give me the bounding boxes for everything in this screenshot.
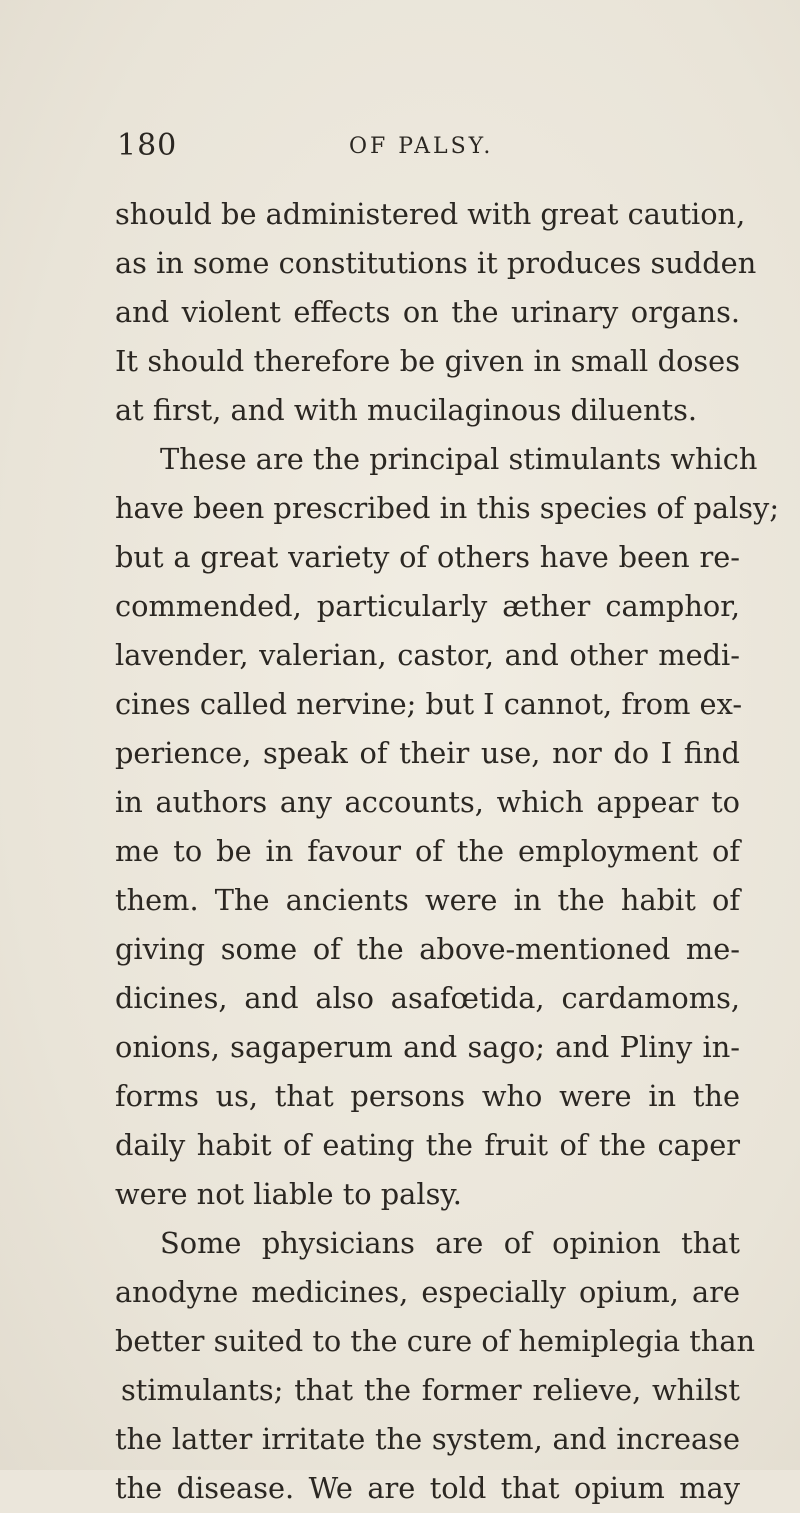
text-line: forms us, that persons who were in the (115, 1079, 740, 1113)
text-line: daily habit of eating the fruit of the caper (115, 1128, 740, 1162)
page-header (117, 128, 737, 172)
running-head: OF PALSY. (349, 134, 494, 159)
text-line: as in some constitutions it produces sudden (115, 246, 757, 280)
text-line: commended, particularly æther camphor, (115, 589, 740, 623)
text-line: at first, and with mucilaginous diluents. (115, 393, 698, 427)
text-line: were not liable to palsy. (115, 1177, 462, 1211)
text-line: onions, sagaperum and sago; and Pliny in- (115, 1030, 740, 1064)
text-line: lavender, valerian, castor, and other medi- (115, 638, 740, 672)
text-line: the disease. We are told that opium may (115, 1471, 740, 1505)
text-line: It should therefore be given in small doses (115, 344, 740, 378)
text-line: should be administered with great caution, (115, 197, 746, 231)
text-line: Some physicians are of opinion that (160, 1226, 740, 1260)
page-number: 180 (117, 128, 178, 163)
text-line: and violent effects on the urinary organs. (115, 295, 740, 329)
text-line: giving some of the above-mentioned me- (115, 932, 740, 966)
body-text (115, 190, 780, 1513)
text-line: have been prescribed in this species of palsy; (115, 491, 780, 525)
text-line: in authors any accounts, which appear to (115, 785, 740, 819)
text-line: better suited to the cure of hemiplegia than (115, 1324, 756, 1358)
text-line: perience, speak of their use, nor do I find (115, 736, 740, 770)
text-line: dicines, and also asafœtida, cardamoms, (115, 981, 740, 1015)
text-line: These are the principal stimulants which (160, 442, 758, 476)
text-line: them. The ancients were in the habit of (115, 883, 740, 917)
text-line: anodyne medicines, especially opium, are (115, 1275, 740, 1309)
text-line: stimulants; that the former relieve, whilst (121, 1373, 740, 1407)
text-line: the latter irritate the system, and increase (115, 1422, 740, 1456)
text-line: but a great variety of others have been re- (115, 540, 740, 574)
text-line: me to be in favour of the employment of (115, 834, 740, 868)
text-line: cines called nervine; but I cannot, from ex- (115, 687, 743, 721)
